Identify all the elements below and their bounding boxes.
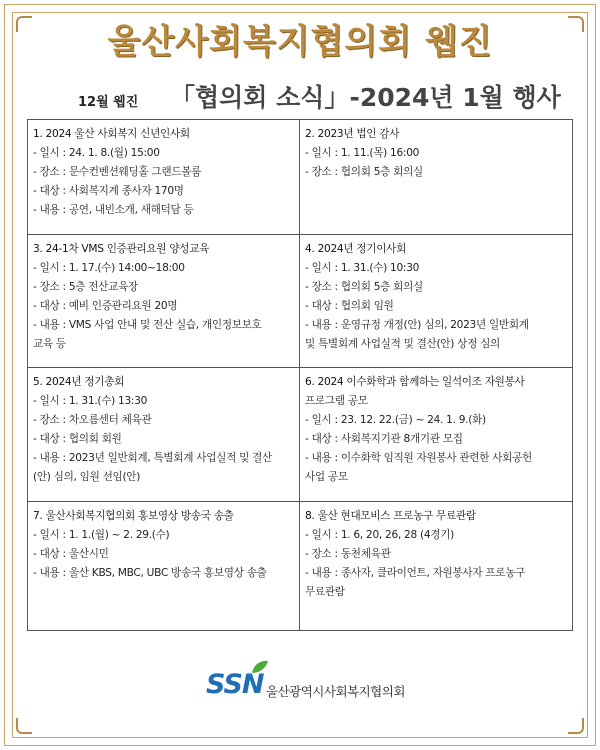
event-detail: - 일시 : 1. 31.(수) 13:30 <box>33 395 148 407</box>
event-detail: 사업 공모 <box>305 471 348 483</box>
subheader <box>0 78 600 118</box>
event-cell <box>28 502 300 630</box>
event-detail: - 대상 : 예비 인증관리요원 20명 <box>33 300 178 312</box>
event-detail: - 내용 : 이수화학 임직원 자원봉사 관련한 사회공헌 <box>305 452 532 464</box>
event-detail: - 대상 : 협의회 회원 <box>33 433 122 445</box>
event-detail: - 일시 : 1. 1.(월) ~ 2. 29.(수) <box>33 529 170 541</box>
event-cell <box>300 235 572 368</box>
event-title: 5. 2024년 정기총회 <box>33 376 125 388</box>
event-cell <box>300 120 572 235</box>
event-cell <box>28 120 300 235</box>
event-detail: 및 특별회계 사업실적 및 결산(안) 상정 심의 <box>305 338 500 350</box>
logo-mark: SSN <box>206 669 264 700</box>
event-detail: 교육 등 <box>33 338 66 350</box>
event-detail: - 대상 : 사회복지계 종사자 170명 <box>33 185 184 197</box>
events-table <box>27 119 573 631</box>
ssn-logo <box>206 665 406 705</box>
event-detail: - 일시 : 24. 1. 8.(월) 15:00 <box>33 147 160 159</box>
event-cell <box>28 235 300 368</box>
event-title: 6. 2024 이수화학과 함께하는 일석이조 자원봉사 <box>305 376 525 388</box>
event-title: 1. 2024 울산 사회복지 신년인사회 <box>33 128 190 140</box>
event-title: 8. 울산 현대모비스 프로농구 무료관람 <box>305 510 476 522</box>
event-title: 4. 2024년 정기이사회 <box>305 243 407 255</box>
event-detail: - 장소 : 협의회 5층 회의실 <box>305 166 423 178</box>
corner-ornament <box>568 718 584 734</box>
event-title: 3. 24-1차 VMS 인증관리요원 양성교육 <box>33 243 210 255</box>
event-detail: - 내용 : VMS 사업 안내 및 전산 실습, 개인정보보호 <box>33 319 262 331</box>
event-detail: 무료관람 <box>305 586 345 598</box>
event-detail: - 장소 : 차오름센터 체육관 <box>33 414 152 426</box>
event-detail: 프로그램 공모 <box>305 395 368 407</box>
corner-ornament <box>16 718 32 734</box>
event-detail: - 대상 : 협의회 임원 <box>305 300 394 312</box>
organization-name: 울산광역시사회복지협의회 <box>266 684 405 699</box>
event-detail: - 일시 : 23. 12. 22.(금) ~ 24. 1. 9.(화) <box>305 414 486 426</box>
headline: 「협의회 소식」-2024년 1월 행사 <box>170 83 561 112</box>
event-detail: - 일시 : 1. 6, 20, 26, 28 (4경기) <box>305 529 454 541</box>
event-detail: - 대상 : 사회복지기관 8개기관 모집 <box>305 433 463 445</box>
event-title: 2. 2023년 법인 감사 <box>305 128 400 140</box>
issue-label: 12월 웹진 <box>78 95 139 110</box>
event-detail: - 일시 : 1. 11.(목) 16:00 <box>305 147 420 159</box>
event-detail: - 내용 : 공연, 내빈소개, 새해덕담 등 <box>33 204 194 216</box>
event-detail: - 일시 : 1. 31.(수) 10:30 <box>305 262 420 274</box>
event-detail: - 장소 : 동천체육관 <box>305 548 391 560</box>
event-title: 7. 울산사회복지협의회 홍보영상 방송국 송출 <box>33 510 234 522</box>
event-cell <box>300 502 572 630</box>
event-cell <box>300 368 572 502</box>
event-detail: - 대상 : 울산시민 <box>33 548 109 560</box>
event-cell <box>28 368 300 502</box>
event-detail: - 장소 : 협의회 5층 회의실 <box>305 281 423 293</box>
event-detail: - 장소 : 5층 전산교육장 <box>33 281 138 293</box>
webzine-title: 울산사회복지협의회 웹진 <box>107 22 493 62</box>
event-detail: - 내용 : 운영규정 개정(안) 심의, 2023년 일반회계 <box>305 319 529 331</box>
event-detail: - 내용 : 울산 KBS, MBC, UBC 방송국 홍보영상 송출 <box>33 567 267 579</box>
event-detail: - 일시 : 1. 17.(수) 14:00~18:00 <box>33 262 185 274</box>
event-detail: - 장소 : 문수컨벤션웨딩홀 그랜드볼룸 <box>33 166 202 178</box>
event-detail: (안) 심의, 임원 선임(안) <box>33 471 141 483</box>
event-detail: - 내용 : 2023년 일반회계, 특별회계 사업실적 및 결산 <box>33 452 272 464</box>
event-detail: - 내용 : 종사자, 클라이언트, 자원봉사자 프로농구 <box>305 567 526 579</box>
